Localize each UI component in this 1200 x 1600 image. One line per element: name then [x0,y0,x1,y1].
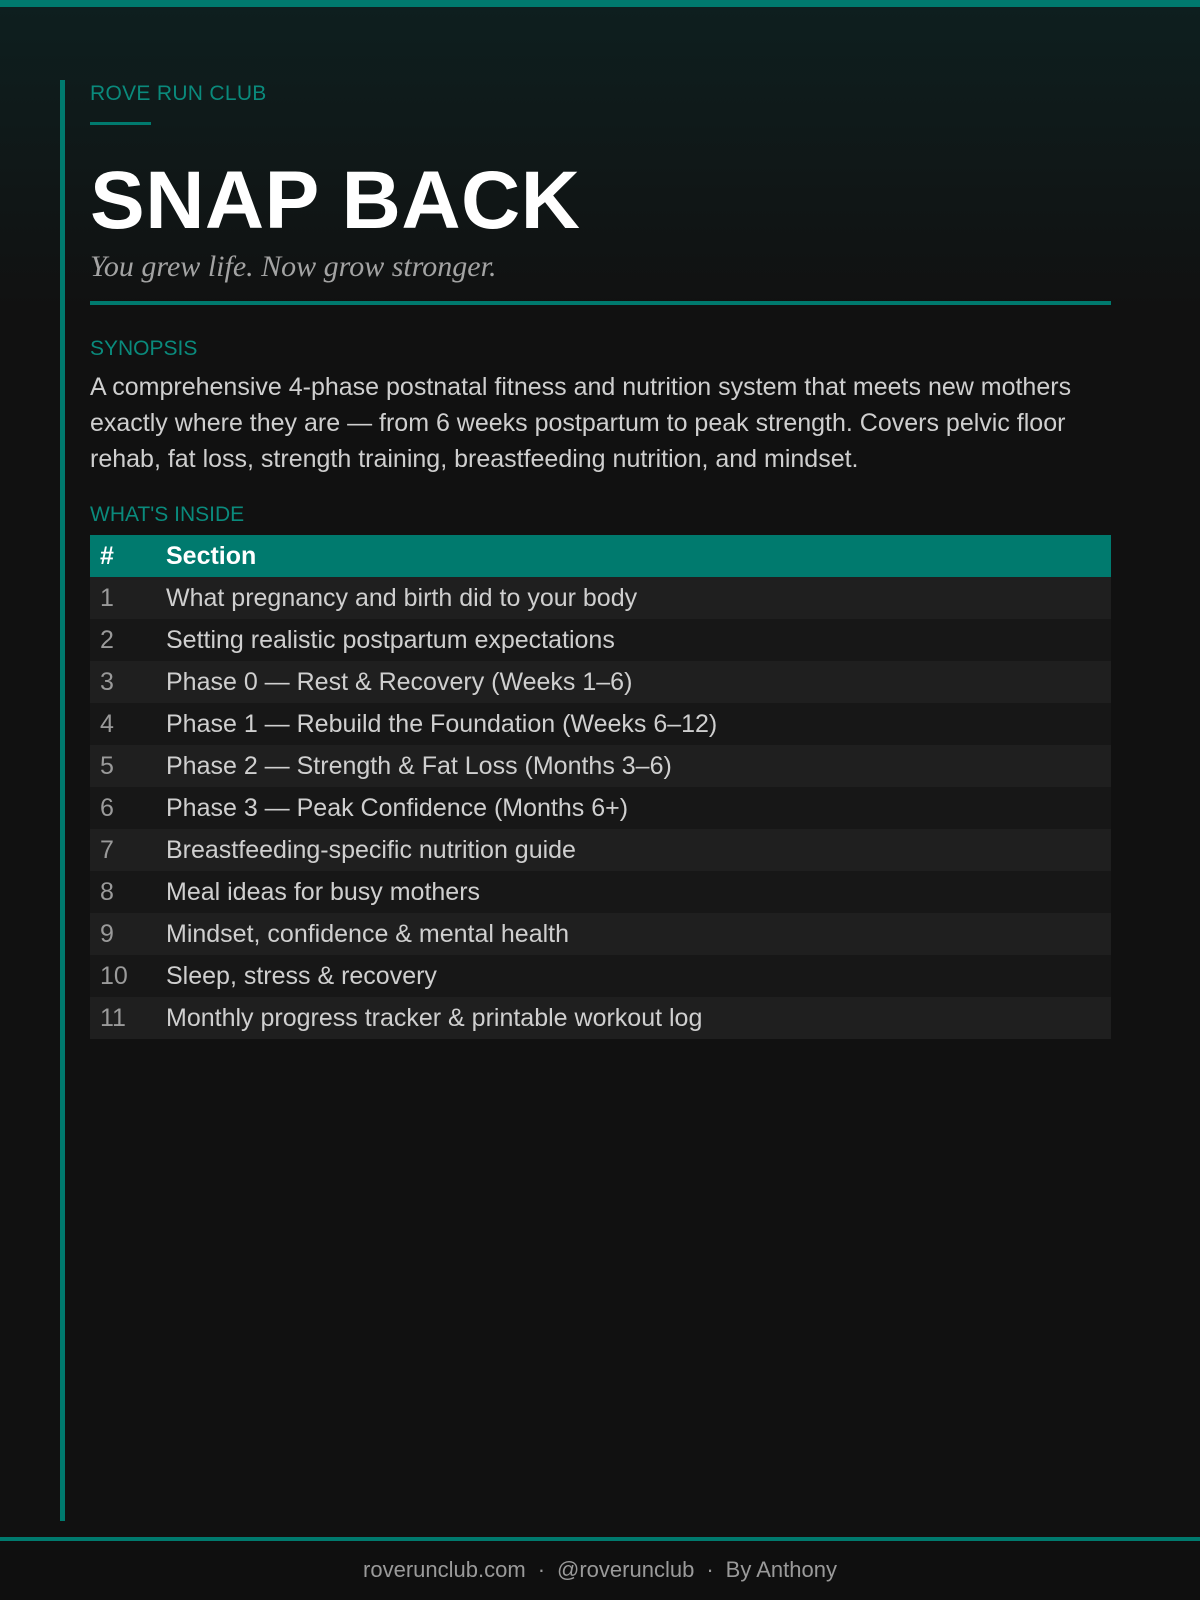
row-section: Monthly progress tracker & printable workout log [156,997,1111,1039]
tagline: You grew life. Now grow stronger. [90,250,497,283]
table-row [90,577,1111,619]
table-row [90,619,1111,661]
row-section: Phase 1 — Rebuild the Foundation (Weeks 6–12) [156,703,1111,745]
left-accent-rule [60,80,65,1521]
brand-name: ROVE RUN CLUB [90,82,267,105]
table-row [90,787,1111,829]
row-section: Phase 2 — Strength & Fat Loss (Months 3–6) [156,745,1111,787]
row-number: 10 [90,955,156,997]
table-header-row [90,535,1111,577]
table-row [90,661,1111,703]
footer-author: By Anthony [725,1557,837,1582]
row-number: 6 [90,787,156,829]
row-number: 7 [90,829,156,871]
synopsis-text: A comprehensive 4-phase postnatal fitness and nutrition system that meets new mothers exactly where they are — from 6 weeks postpartum to peak strength. Covers pelvic floor rehab, fat loss, strength training, breastfeeding nutrition, and mindset. [90,373,1072,473]
row-number: 2 [90,619,156,661]
table-row [90,997,1111,1039]
row-section: Sleep, stress & recovery [156,955,1111,997]
row-number: 9 [90,913,156,955]
row-number: 1 [90,577,156,619]
table-row [90,745,1111,787]
title-divider [90,301,1111,305]
row-section: Mindset, confidence & mental health [156,913,1111,955]
row-section: Breastfeeding-specific nutrition guide [156,829,1111,871]
row-number: 3 [90,661,156,703]
footer [0,1541,1200,1600]
table-row [90,829,1111,871]
contents-label: WHAT'S INSIDE [90,503,245,526]
row-section: Setting realistic postpartum expectations [156,619,1111,661]
row-section: What pregnancy and birth did to your body [156,577,1111,619]
table-row [90,871,1111,913]
table-row [90,703,1111,745]
brand-underline [90,122,151,125]
top-accent-bar [0,0,1200,7]
column-header-number: # [90,535,156,577]
footer-website-link[interactable]: roverunclub.com [363,1557,526,1582]
row-number: 11 [90,997,156,1039]
row-number: 8 [90,871,156,913]
document-content [90,80,1111,1039]
table-row [90,913,1111,955]
contents-table [90,535,1111,1039]
row-section: Meal ideas for busy mothers [156,871,1111,913]
document-title: SNAP BACK [90,155,581,246]
footer-separator: · [706,1557,714,1582]
column-header-section: Section [156,535,1111,577]
row-section: Phase 3 — Peak Confidence (Months 6+) [156,787,1111,829]
row-number: 4 [90,703,156,745]
footer-separator: · [537,1557,546,1582]
footer-social-handle[interactable]: @roverunclub [557,1557,695,1582]
row-number: 5 [90,745,156,787]
table-row [90,955,1111,997]
row-section: Phase 0 — Rest & Recovery (Weeks 1–6) [156,661,1111,703]
synopsis-label: SYNOPSIS [90,337,198,360]
